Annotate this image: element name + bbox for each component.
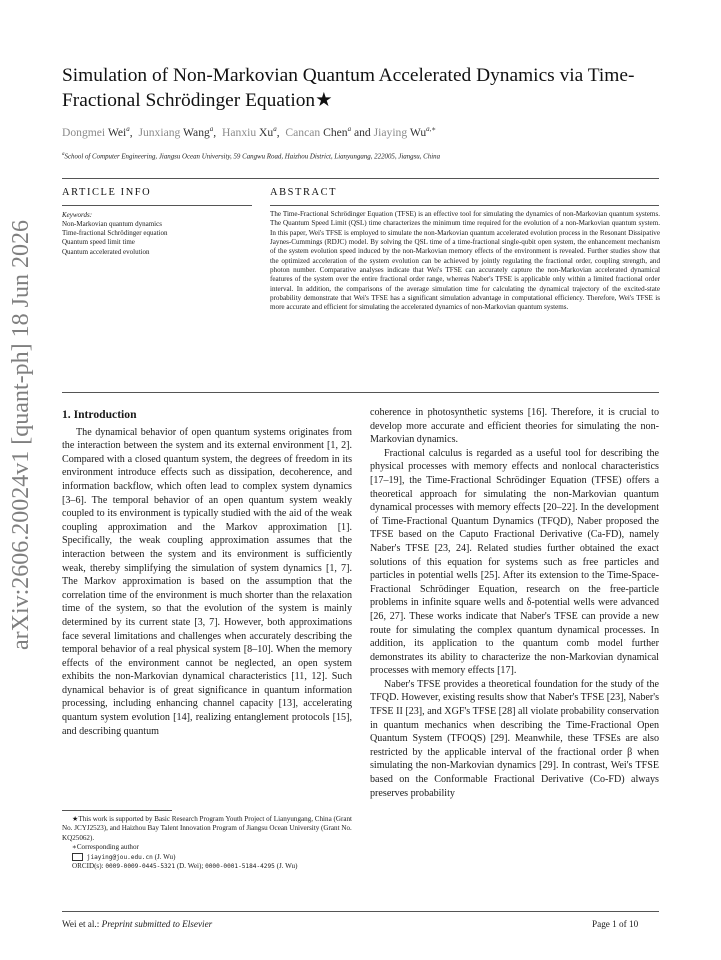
keyword: Quantum speed limit time — [62, 238, 135, 247]
keyword-list — [62, 220, 252, 257]
abstract-text: The Time-Fractional Schrödinger Equation (TFSE) is an effective tool for simulating the dynamics of non-Markovian quantum systems. The Quantum Speed Limit (QSL) time characterizes the minimum time required for the evolution of a non-Markovian quantum system. In this paper, Wei's TFSE is employed to simulate the non-Markovian quantum accelerated evolution process in the Resonant Dissipative Jaynes-Cummings (RDJC) model. By solving the QSL time of a time-fractional single-qubit open system, the enhancement mechanism of the system evolution speed induced by the non-Markovian memory effects of the environment is revealed. Further studies show that the optimized acceleration of the system evolution can be achieved by jointly regulating the fractional order, coupling strength, and photon number. Comparative analyses indicate that Wei's TFSE can accurately capture the non-Markovian accelerated dynamical features of the system over the entire fractional order range, whereas Naber's TFSE is applicable only within a limited fractional order interval. In addition, the comparisons of the average simulation time for calculating the dynamical trajectory of the excited-state probability demonstrate that Wei's TFSE has a significant simulation advantage in computational efficiency. Therefore, Wei's TFSE is more accurate and efficient for simulating the accelerated dynamics of non-Markovian quantum systems. — [270, 210, 660, 312]
envelope-icon — [72, 853, 83, 861]
keyword: Quantum accelerated evolution — [62, 247, 150, 256]
left-column — [62, 408, 352, 738]
keyword: Time-fractional Schrödinger equation — [62, 229, 168, 238]
arxiv-stamp: arXiv:2606.20024v1 [quant-ph] 18 Jun 2026 — [8, 220, 34, 650]
keyword: Non-Markovian quantum dynamics — [62, 220, 162, 228]
footer-rule — [62, 911, 659, 912]
author: Hanxiu Xu$^a$ — [222, 125, 277, 139]
header-rule — [62, 178, 659, 179]
affiliation: $^a$School of Computer Engineering, Jiangsu Ocean University, 59 Cangwu Road, Haizhou District, Lianyungang, 222005, Jiangsu, China — [62, 152, 441, 161]
right-column — [370, 406, 659, 800]
abstract-bottom-rule — [62, 392, 659, 393]
article-info-rule — [62, 205, 252, 206]
email-footnote: jiaying@jou.edu.cn (J. Wu) — [62, 853, 352, 862]
paragraph: Naber's TFSE provides a theoretical foundation for the study of the TFQD. However, existing results show that Naber's TFSE [23], Naber's TFSE II [23], and XGF's TFSE [28] all violate probability conservation in quantum mechanics when describing the Time-Fractional Open Quantum System (TFOQS) [29]. Meanwhile, these TFSEs are also restricted by the applicable interval of the fractional order β when simulating the non-Markovian dynamics [29]. In contrast, Wei's TFSE based on the Conformable Fractional Derivative (Co-FD) always preserves probability — [370, 678, 659, 799]
orcid-link[interactable]: 0009-0009-0445-5321 — [105, 863, 176, 871]
email-link[interactable]: jiaying@jou.edu.cn — [86, 853, 153, 861]
paragraph: Fractional calculus is regarded as a useful tool for describing the physical processes with memory effects and nonlocal characteristics [17–19], the Time-Fractional Schrödinger Equation (TFSE) offers a theoretical approach for simulating the non-Markovian quantum dynamical processes with memory effects [20–22]. In the development of Time-Fractional Quantum Dynamics (TFQD), Naber proposed the TFSE based on the Caputo Fractional Derivative (Ca-FD), namely Naber's TFSE [23, 24]. Related studies further obtained the exact solutions of this equation for systems such as free particles and particles in potential wells [25]. After its extension to the Time-Space-Fractional Schrödinger Equation, research on the free-particle problems in infinite square wells and δ-potential wells were advanced [26, 27]. These works indicate that Naber's TFSE can provide a new route for simulating the complex quantum dynamical processes. In addition, its application to the quantum comb model further demonstrates its ability to characterize the non-Markovian dynamical processes with memory effects [17]. — [370, 447, 659, 677]
footnotes — [62, 815, 352, 871]
author: Jiaying $Wu^{a,∗}$ — [373, 125, 437, 139]
paragraph: coherence in photosynthetic systems [16]. Therefore, it is crucial to develop more accurate and efficient theories for simulating the non-Markovian dynamics. — [370, 407, 659, 446]
author: Junxiang Wang$^a$ — [138, 125, 214, 139]
paper-title: Simulation of Non-Markovian Quantum Accelerated Dynamics via Time-Fractional Schrödinger Equation★ — [62, 65, 635, 111]
section-heading-introduction: 1. Introduction — [62, 408, 137, 421]
corresponding-footnote: ∗Corresponding author — [72, 843, 139, 852]
keywords-label: Keywords: — [62, 211, 93, 219]
author: Cancan Chen$^a$ — [285, 125, 352, 139]
orcid-link[interactable]: 0000-0001-5184-4295 — [205, 863, 275, 871]
abstract-heading: ABSTRACT — [270, 187, 338, 198]
author-and: and — [353, 125, 371, 139]
abstract-rule — [270, 205, 659, 206]
paragraph: The dynamical behavior of open quantum systems originates from the interaction between the system and its external environment [1, 2]. Compared with a closed quantum system, the degrees of freedom in its environment introduce effects such as dissipation, decoherence, and information backflow, which often lead to complex system dynamics [3–6]. The temporal behavior of an open quantum system weakly coupled to its environment is typically studied with the aid of the weak coupling approximation and the Markov approximation [1]. Specifically, the weak coupling approximation assumes that the interaction between the system and its environment is sufficiently weak, thereby simplifying the simulation of system dynamics [1, 7]. The Markov approximation is based on the assumption that the correlation time of the environment is much shorter than the relaxation time of the system, so that the evolution of the system is mainly determined by its current state [3, 7]. However, both approximations face several limitations and challenges when accurately describing the temporal behavior of a real physical system [8–10]. When the memory effects of the environment cannot be neglected, an open system exhibits the non-Markovian dynamical characteristics [11, 12]. Such dynamical behavior is of great significance in quantum information processing, including enhancing channel capacity [13], accelerating quantum system evolution [14], realizing entanglement protocols [15], and describing quantum — [62, 426, 352, 737]
orcid-footnote: ORCID(s): 0009-0009-0445-5321 (D. Wei); 0000-0001-5184-4295 (J. Wu) — [72, 862, 298, 871]
funding-footnote: ★This work is supported by Basic Research Program Youth Project of Lianyungang, China (Grant No. JCYJ2523), and Haizhou Bay Talent Innovation Program of Jiangsu Ocean University (Grant No. KQ25062). — [62, 815, 353, 842]
page-number: Page 1 of 10 — [592, 919, 639, 929]
footnote-rule — [62, 810, 172, 811]
article-info-heading: ARTICLE INFO — [62, 187, 152, 198]
footer-citation: Wei et al.: Preprint submitted to Elsevier — [62, 919, 213, 929]
author: Dongmei Wei$^a$ — [62, 125, 130, 139]
author-list: Dongmei Wei$^a$, Junxiang Wang$^a$, Hanxiu Xu$^a$, Cancan Chen$^a$ and Jiaying $Wu^{a,∗}$ — [62, 125, 437, 139]
